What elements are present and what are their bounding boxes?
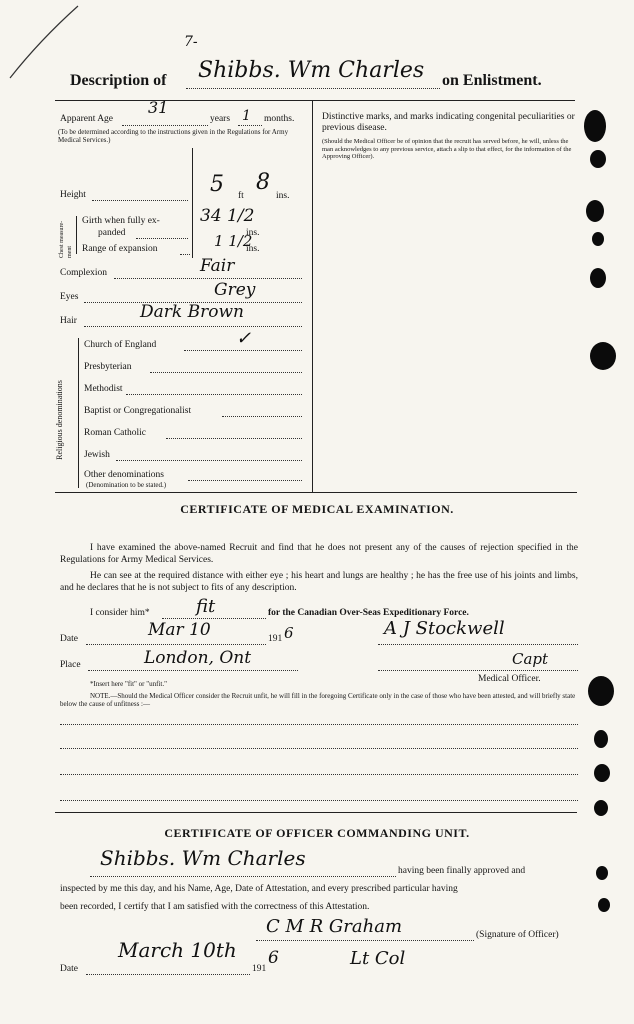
medical-cert-heading: CERTIFICATE OF MEDICAL EXAMINATION. xyxy=(180,502,454,516)
hair-line xyxy=(84,326,302,327)
religion-note: (Denomination to be stated.) xyxy=(86,481,167,489)
religion-line xyxy=(188,480,302,481)
officer-para-line-2: inspected by me this day, and his Name, Age, Date of Attestation, and every prescribed particular having xyxy=(60,884,458,894)
eyes-value: Grey xyxy=(214,280,256,300)
rank-line xyxy=(378,670,578,671)
eyes-label: Eyes xyxy=(60,292,79,302)
range-value: 1 1/2 xyxy=(214,232,253,250)
year-prefix: 191 xyxy=(268,634,283,644)
apparent-age-label: Apparent Age xyxy=(60,114,114,124)
height-ins-value: 8 xyxy=(256,170,270,195)
age-months-value: 1 xyxy=(242,108,251,124)
medical-officer-label: Medical Officer. xyxy=(478,674,541,684)
officer-date-written: March 10th xyxy=(118,938,237,962)
place-value: London, Ont xyxy=(144,648,252,668)
range-leader xyxy=(180,254,190,255)
religion-line xyxy=(150,372,302,373)
form-title-left: Description of xyxy=(70,72,167,89)
punch-hole xyxy=(590,342,616,370)
religion-line xyxy=(222,416,302,417)
ink-blot xyxy=(596,866,608,880)
range-label: Range of expansion xyxy=(82,244,158,254)
religion-line xyxy=(184,350,302,351)
height-label: Height xyxy=(60,190,86,200)
punch-hole xyxy=(588,676,614,706)
religion-item: Baptist or Congregationalist xyxy=(84,406,192,416)
officer-para-line-3: been recorded, I certify that I am satisfied with the correctness of this Attestation. xyxy=(60,902,370,912)
approved-text: having been finally approved and xyxy=(398,866,526,876)
distinctive-marks-note: (Should the Medical Officer be of opinion that the recruit has served before, he will, unless the man acknowledges to any previous service, attach a slip to that effect, for the information of the Approving Officer). xyxy=(322,138,572,160)
age-note: (To be determined according to the instructions given in the Regulations for Army Medical Services.) xyxy=(58,128,289,144)
religion-item: Methodist xyxy=(84,384,123,394)
complexion-label: Complexion xyxy=(60,268,107,278)
religion-line xyxy=(166,438,302,439)
distinctive-marks-label: Distinctive marks, and marks indicating congenital peculiarities or previous disease. xyxy=(322,112,575,133)
chest-side-label: Chest measure-ment xyxy=(59,220,73,258)
hair-label: Hair xyxy=(60,316,77,326)
medical-para-1: I have examined the above-named Recruit and find that he does not present any of the causes of rejection specified in the Regulations for Army Medical Services. xyxy=(60,543,578,565)
section-rule xyxy=(55,492,577,493)
name-dotted-line xyxy=(186,88,440,89)
unfitness-line xyxy=(60,774,578,775)
range-unit: ins. xyxy=(246,244,260,254)
date-label: Date xyxy=(60,634,78,644)
religion-brace xyxy=(78,338,79,488)
form-title-right: on Enlistment. xyxy=(442,72,542,89)
religion-item: Jewish xyxy=(84,450,110,460)
chest-brace xyxy=(76,216,77,254)
ink-blot xyxy=(592,232,604,246)
unfit-note: NOTE.—Should the Medical Officer consider the Recruit unfit, he will fill in the foregoing Certificate only in the case of those who have been attested, and will briefly state below the cause of unfitness :— xyxy=(60,692,576,708)
age-months-line xyxy=(238,125,262,126)
officer-year-value: 6 xyxy=(268,948,279,968)
religion-item: Other denominations xyxy=(84,470,164,480)
date-line xyxy=(86,644,266,645)
medical-para-2: He can see at the required distance with either eye ; his heart and lungs are healthy ; he has the free use of his joints and limbs, and he declares that he is not subject to fits of any description. xyxy=(60,571,578,593)
ink-blot xyxy=(584,110,606,142)
officer-signature: A J Stockwell xyxy=(384,618,505,639)
officer-rank: Lt Col xyxy=(350,948,406,969)
unfitness-line xyxy=(60,748,578,749)
officer-signature-line xyxy=(256,940,474,941)
religion-item: Church of England xyxy=(84,340,157,350)
margin-mark: 7- xyxy=(184,34,198,50)
officer-recruit-name: Shibbs. Wm Charles xyxy=(100,846,306,870)
chest-side-label-box xyxy=(58,220,73,258)
header-rule xyxy=(55,100,575,101)
ink-blot xyxy=(594,764,610,782)
officer-signature: C M R Graham xyxy=(266,916,403,937)
girth-leader xyxy=(136,238,188,239)
unfitness-line xyxy=(60,724,578,725)
months-label: months. xyxy=(264,114,295,124)
date-value: Mar 10 xyxy=(148,620,211,640)
signature-of-officer-label: (Signature of Officer) xyxy=(476,930,559,940)
unfitness-line xyxy=(60,800,578,801)
officer-signature-line xyxy=(378,644,578,645)
place-line xyxy=(88,670,298,671)
section-rule xyxy=(55,812,577,813)
complexion-value: Fair xyxy=(200,256,235,276)
measure-divider xyxy=(192,148,193,258)
religion-side-label-box xyxy=(56,380,78,460)
officer-year-prefix: 191 xyxy=(252,964,267,974)
officer-date-line xyxy=(86,974,250,975)
girth-value: 34 1/2 xyxy=(200,206,255,226)
consider-suffix: for the Canadian Over-Seas Expeditionary Force. xyxy=(268,608,469,618)
recruit-name-handwritten: Shibbs. Wm Charles xyxy=(198,58,425,83)
officer-name-line xyxy=(90,876,396,877)
consider-line xyxy=(162,618,266,619)
ink-blot xyxy=(590,150,606,168)
ink-blot xyxy=(598,898,610,912)
height-ft-value: 5 xyxy=(210,172,224,197)
consider-label: I consider him* xyxy=(90,608,150,618)
ink-blot xyxy=(586,200,604,222)
religion-line xyxy=(116,460,302,461)
years-label: years xyxy=(210,114,231,124)
religion-item: Presbyterian xyxy=(84,362,132,372)
ink-blot xyxy=(590,268,606,288)
age-years-value: 31 xyxy=(148,98,169,117)
girth-label-1: Girth when fully ex- xyxy=(82,216,160,226)
officer-date-label: Date xyxy=(60,964,78,974)
year-value: 6 xyxy=(284,624,294,642)
girth-label-2: panded xyxy=(98,228,126,238)
religion-item: Roman Catholic xyxy=(84,428,147,438)
age-years-line xyxy=(122,125,208,126)
officer-rank: Capt xyxy=(512,650,549,668)
officer-cert-heading: CERTIFICATE OF OFFICER COMMANDING UNIT. xyxy=(164,826,470,840)
girth-unit: ins. xyxy=(246,228,260,238)
ink-blot xyxy=(594,800,608,816)
place-label: Place xyxy=(60,660,81,670)
insert-note: *Insert here "fit" or "unfit." xyxy=(90,680,167,688)
religion-side-label: Religious denominations xyxy=(55,380,64,460)
religion-tick: ✓ xyxy=(236,328,252,349)
ins-label: ins. xyxy=(276,191,290,201)
complexion-line xyxy=(114,278,302,279)
ft-label: ft xyxy=(238,191,244,201)
hair-value: Dark Brown xyxy=(140,302,244,322)
column-divider xyxy=(312,100,313,492)
height-leader xyxy=(92,200,188,201)
religion-line xyxy=(126,394,302,395)
ink-blot xyxy=(594,730,608,748)
consider-value: fit xyxy=(196,596,216,617)
